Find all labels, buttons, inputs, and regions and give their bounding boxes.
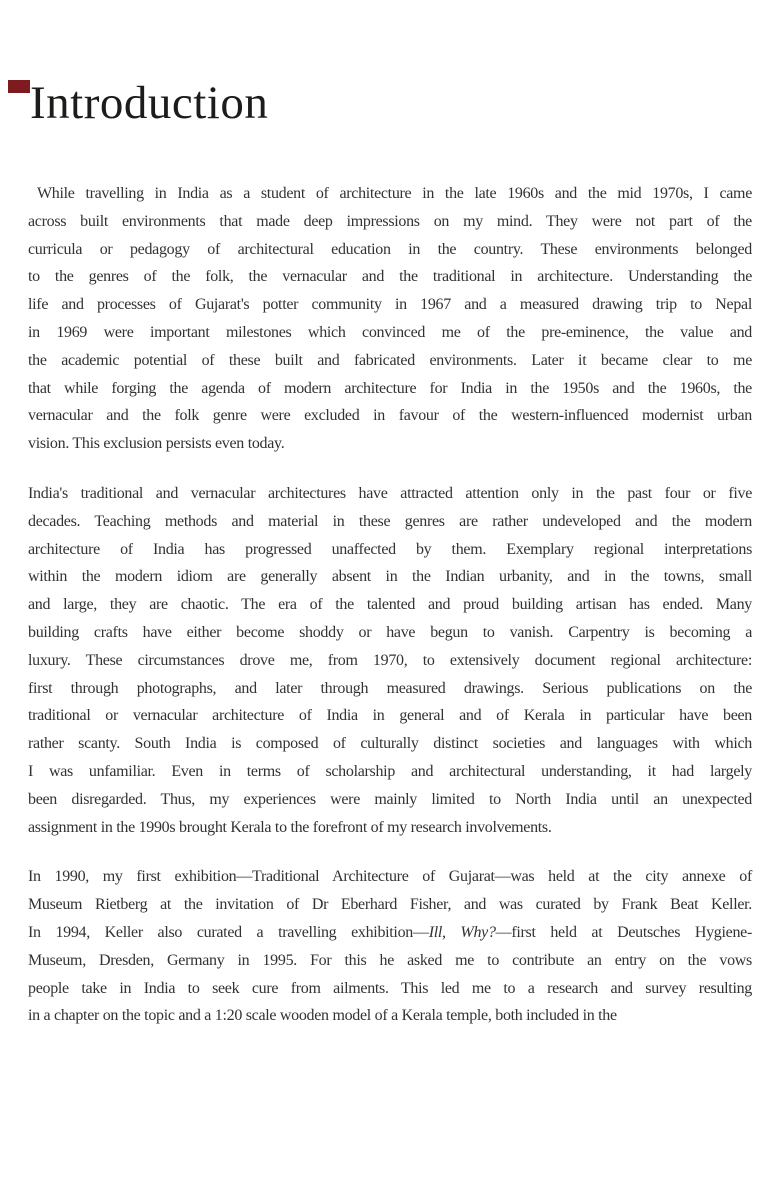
- text-line: that while forging the agenda of modern architecture for India in the 1950s and the 1960s, the: [28, 379, 752, 397]
- text-line: In 1990, my first exhibition—Traditional Architecture of Gujarat—was held at the city annexe of: [28, 868, 752, 886]
- text-line: India's traditional and vernacular architectures have attracted attention only in the past four or five: [28, 484, 752, 502]
- page-title: Introduction: [30, 77, 269, 129]
- text-line: rather scanty. South India is composed of culturally distinct societies and languages with which: [28, 735, 752, 753]
- text-line: While travelling in India as a student of architecture in the late 1960s and the mid 1970s, I came: [37, 185, 752, 202]
- text-line: in a chapter on the topic and a 1:20 scale wooden model of a Kerala temple, both included in the: [28, 1007, 617, 1025]
- text-segment: —first held at Deutsches Hygiene-: [495, 923, 752, 941]
- text-line: the academic potential of these built and fabricated environments. Later it became clear to me: [28, 351, 752, 369]
- text-line: been disregarded. Thus, my experiences were mainly limited to North India until an unexpected: [28, 790, 752, 808]
- text-line: architecture of India has progressed unaffected by them. Exemplary regional interpretations: [28, 540, 752, 558]
- book-page: [0, 76, 780, 1184]
- text-line: within the modern idiom are generally absent in the Indian urbanity, and in the towns, small: [28, 568, 752, 586]
- text-line: life and processes of Gujarat's potter community in 1967 and a measured drawing trip to Nepal: [28, 296, 752, 314]
- body-text: [28, 180, 752, 1030]
- text-line: [28, 919, 752, 947]
- paragraph: [28, 180, 752, 458]
- text-line: first through photographs, and later through measured drawings. Serious publications on the: [28, 679, 752, 697]
- paragraph: [28, 480, 752, 841]
- text-line: to the genres of the folk, the vernacular and the traditional in architecture. Understanding the: [28, 268, 752, 286]
- text-line: and large, they are chaotic. The era of the talented and proud building artisan has ended. Many: [28, 596, 752, 614]
- text-line: across built environments that made deep impressions on my mind. They were not part of the: [28, 212, 752, 230]
- text-line: traditional or vernacular architecture of India in general and of Kerala in particular have been: [28, 707, 752, 725]
- text-line: Museum, Dresden, Germany in 1995. For this he asked me to contribute an entry on the vows: [28, 951, 752, 969]
- text-line: people take in India to seek cure from ailments. This led me to a research and survey resulting: [28, 979, 752, 997]
- text-segment: In 1994, Keller also curated a travelling exhibition—: [28, 923, 429, 941]
- text-line: Museum Rietberg at the invitation of Dr Eberhard Fisher, and was curated by Frank Beat Keller.: [28, 896, 752, 914]
- text-line: curricula or pedagogy of architectural education in the country. These environments belonged: [28, 240, 752, 258]
- paragraph: [28, 863, 752, 1030]
- text-line: in 1969 were important milestones which convinced me of the pre-eminence, the value and: [28, 323, 752, 341]
- italic-text: Ill, Why?: [428, 923, 496, 941]
- text-line: assignment in the 1990s brought Kerala to the forefront of my research involvements.: [28, 818, 552, 836]
- page-content: [0, 76, 780, 1030]
- text-line: vision. This exclusion persists even today.: [28, 435, 285, 453]
- text-line: decades. Teaching methods and material in these genres are rather undeveloped and the modern: [28, 512, 752, 530]
- corner-mark: [8, 80, 30, 93]
- text-line: luxury. These circumstances drove me, from 1970, to extensively document regional architecture:: [28, 651, 752, 669]
- text-line: I was unfamiliar. Even in terms of scholarship and architectural understanding, it had largely: [28, 762, 752, 780]
- text-line: vernacular and the folk genre were excluded in favour of the western-influenced modernist urban: [28, 407, 752, 425]
- text-line: building crafts have either become shoddy or have begun to vanish. Carpentry is becoming a: [28, 623, 752, 641]
